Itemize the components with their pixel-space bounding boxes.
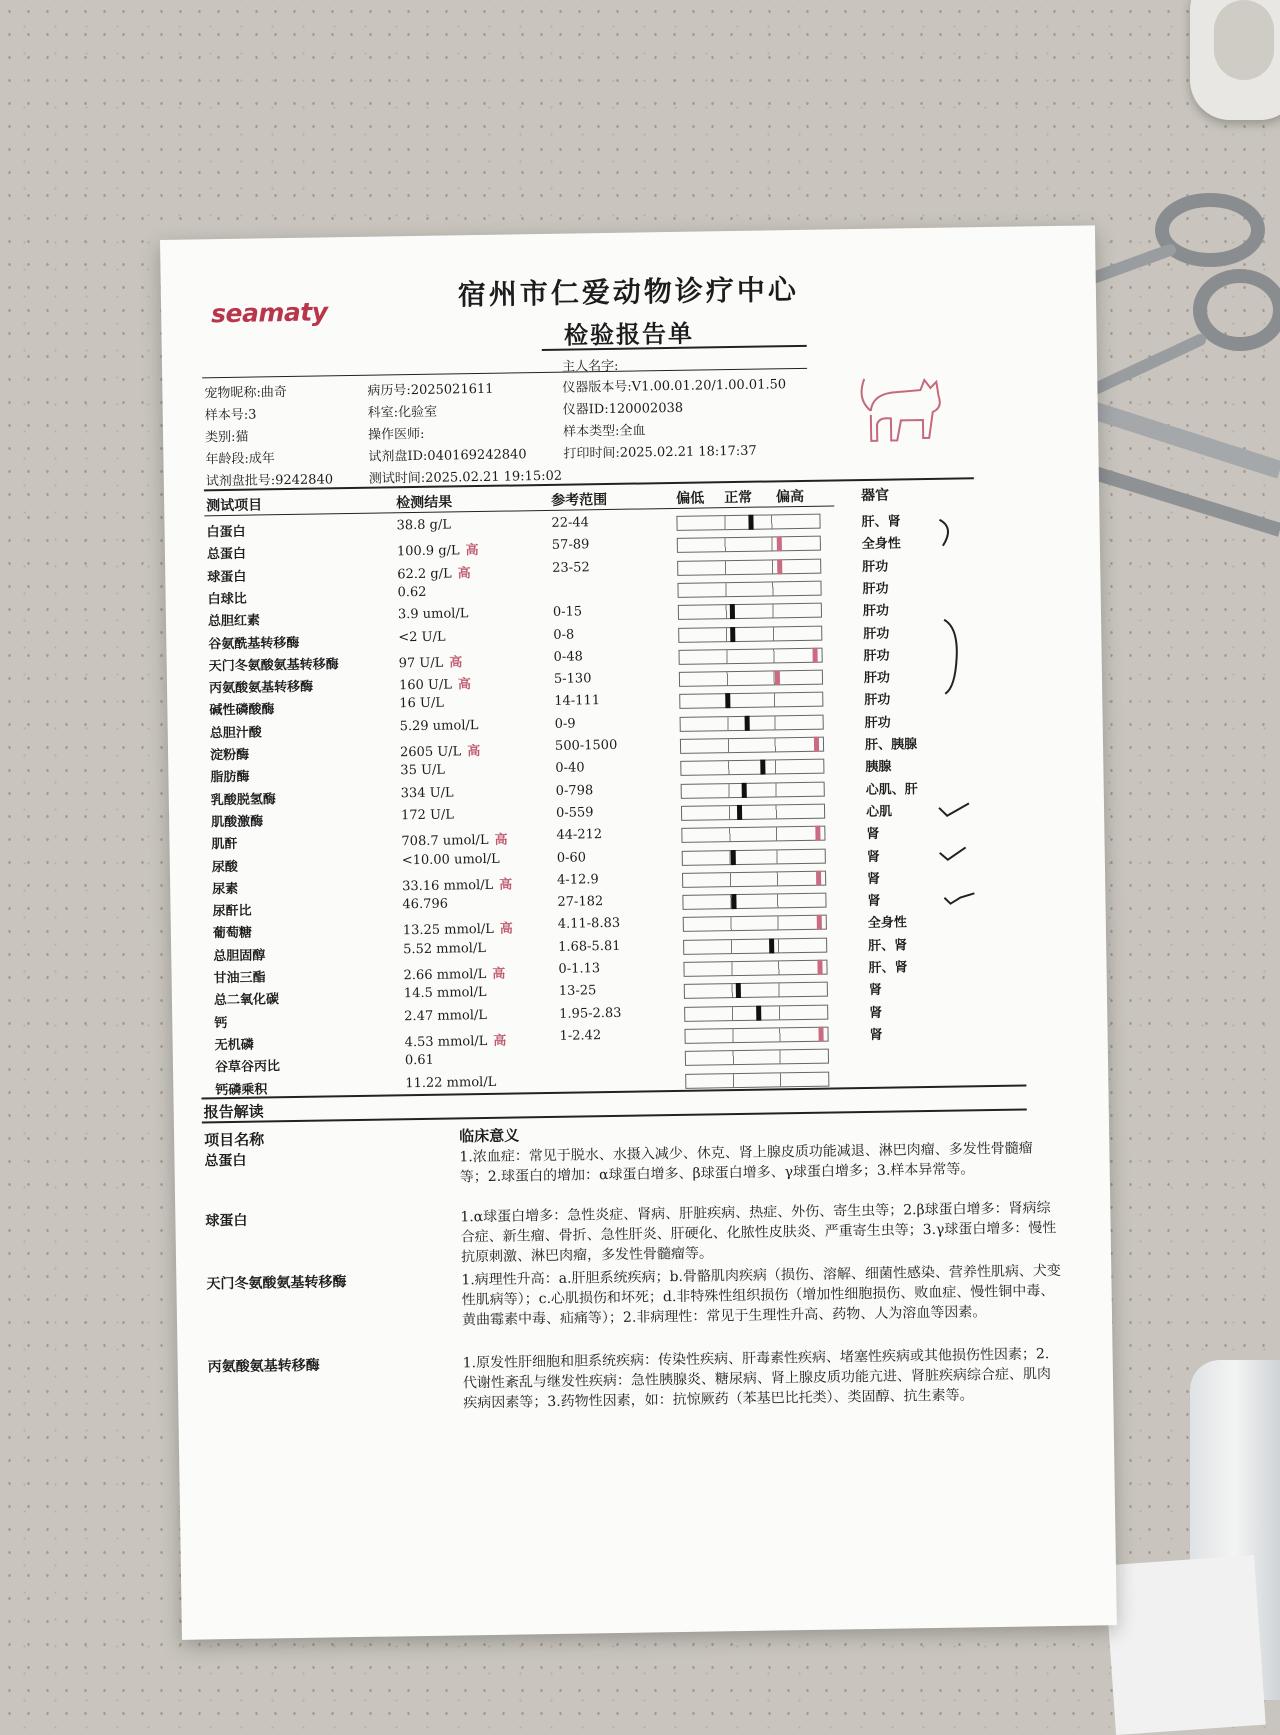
high-flag: 高 <box>494 832 508 849</box>
high-flag: 高 <box>457 565 471 581</box>
range-bar <box>679 670 823 687</box>
range-bar <box>681 826 825 843</box>
range-bar <box>684 1026 828 1043</box>
test-name: 碱性磷酸酶 <box>209 702 275 719</box>
test-result: 38.8 g/L <box>396 517 452 534</box>
test-name: 天门冬氨酸氨基转移酶 <box>208 657 339 675</box>
reference-range: 500-1500 <box>554 737 618 754</box>
test-name: 肌酐 <box>211 837 238 853</box>
test-name: 谷草谷丙比 <box>214 1059 281 1076</box>
reference-range: 14-111 <box>554 693 601 710</box>
range-bar <box>684 982 828 999</box>
reference-range: 0-40 <box>555 760 585 777</box>
test-name: 无机磷 <box>214 1037 254 1054</box>
header-low: 偏低 <box>676 490 705 507</box>
test-name: 总蛋白 <box>206 546 247 563</box>
range-bar <box>682 848 826 865</box>
range-marker <box>729 604 734 619</box>
reference-range: 4-12.9 <box>556 871 599 888</box>
test-result: <10.00 umol/L <box>401 851 500 868</box>
range-bar <box>683 915 827 932</box>
test-name: 球蛋白 <box>207 569 247 585</box>
header-range: 参考范围 <box>551 492 608 509</box>
reference-range: 22-44 <box>551 515 590 531</box>
interp-item-name: 丙氨酸氨基转移酶 <box>207 1357 320 1376</box>
interp-item-text: 1.浓血症：常见于脱水、水摄入减少、休克、肾上腺皮质功能减退、淋巴肉瘤、多发性骨髓瘤等；2.球蛋白的增加：α球蛋白增多、β球蛋白增多、γ球蛋白增多；3.样本异常等。 <box>459 1140 1033 1186</box>
test-name: 总二氧化碳 <box>213 992 280 1009</box>
range-bar <box>680 759 824 776</box>
test-name: 白蛋白 <box>206 524 246 541</box>
range-marker <box>749 515 754 530</box>
range-bar <box>677 581 821 598</box>
organ-label: 肝功 <box>862 581 889 597</box>
organ-label: 肾 <box>869 1027 883 1043</box>
batch-no: 试剂盘批号:9242840 <box>205 472 334 490</box>
high-flag: 高 <box>457 677 472 693</box>
disc-id: 试剂盘ID:040169242840 <box>368 447 527 465</box>
reference-range: 0-9 <box>554 716 576 732</box>
range-marker <box>730 627 735 642</box>
range-bar <box>684 1004 828 1021</box>
doctor: 操作医师: <box>367 426 425 443</box>
test-result: 172 U/L <box>400 807 455 824</box>
range-marker <box>818 1027 823 1042</box>
test-result: 0.61 <box>404 1052 434 1069</box>
high-flag: 高 <box>449 655 463 671</box>
range-bar <box>681 781 825 798</box>
reference-range: 44-212 <box>556 827 603 844</box>
test-name: 淀粉酶 <box>209 747 250 764</box>
reference-range: 27-182 <box>557 894 604 910</box>
range-marker <box>745 715 750 730</box>
interp-col-item: 项目名称 <box>204 1130 265 1150</box>
range-bar <box>677 558 821 575</box>
organ-label: 肾 <box>867 893 881 910</box>
range-bar <box>678 647 822 664</box>
test-result: 5.52 mmol/L <box>403 940 487 957</box>
high-flag: 高 <box>499 921 514 938</box>
organ-label: 胰腺 <box>865 759 892 776</box>
organ-label: 肝、肾 <box>861 514 901 531</box>
reference-range: 1.68-5.81 <box>558 938 621 955</box>
organ-label: 心肌、肝 <box>865 781 918 798</box>
test-result: 13.25 mmol/L 高 <box>402 921 514 939</box>
test-result: 100.9 g/L 高 <box>396 543 479 560</box>
test-result: 0.62 <box>397 584 427 601</box>
test-result: 2.47 mmol/L <box>404 1007 488 1024</box>
test-result: 2.66 mmol/L 高 <box>403 966 506 984</box>
reference-range: 0-8 <box>553 627 575 643</box>
high-flag: 高 <box>467 744 481 760</box>
reference-range: 57-89 <box>551 537 590 554</box>
organ-label: 肝、肾 <box>868 960 908 976</box>
interp-item-name: 总蛋白 <box>204 1152 247 1170</box>
high-flag: 高 <box>499 877 513 893</box>
test-name: 总胆固醇 <box>213 948 266 964</box>
sample-type: 样本类型:全血 <box>562 423 646 440</box>
range-marker <box>735 983 740 998</box>
organ-label: 肝功 <box>863 626 890 642</box>
range-marker <box>769 938 774 953</box>
header-organ: 器官 <box>860 487 890 505</box>
header-normal: 正常 <box>723 489 753 507</box>
interp-item-name: 球蛋白 <box>205 1212 248 1230</box>
test-result: 16 U/L <box>399 695 445 712</box>
interpretation-title: 报告解读 <box>203 1102 264 1122</box>
test-result: 4.53 mmol/L 高 <box>404 1033 507 1051</box>
interpretation-item <box>205 1198 1065 1266</box>
age-group: 年龄段:成年 <box>205 451 275 468</box>
sample-no: 样本号:3 <box>204 407 257 424</box>
report-subtitle: 检验报告单 <box>563 318 695 350</box>
tape-roll <box>1190 0 1280 120</box>
test-name: 葡萄糖 <box>212 926 253 942</box>
range-bar <box>680 737 824 754</box>
organ-label: 心肌 <box>865 804 893 820</box>
test-name: 尿酸 <box>211 859 238 875</box>
organ-label: 肝、肾 <box>868 938 908 954</box>
high-flag: 高 <box>493 1033 507 1049</box>
organ-label: 肝功 <box>863 670 891 687</box>
range-bar <box>681 804 825 821</box>
range-marker <box>731 850 736 865</box>
test-result: <2 U/L <box>398 629 446 645</box>
range-bar <box>680 714 824 731</box>
range-marker <box>756 1005 761 1020</box>
range-bar <box>685 1049 829 1066</box>
range-bar <box>685 1071 829 1088</box>
test-name: 肌酸激酶 <box>211 814 264 831</box>
range-marker <box>777 559 782 574</box>
device-id: 仪器ID:120002038 <box>562 400 684 418</box>
range-marker <box>774 670 779 685</box>
reference-range: 0-798 <box>555 782 594 799</box>
reference-range: 0-15 <box>552 604 583 621</box>
interp-item-text: 1.原发性肝细胞和胆系统疾病：传染性疾病、肝毒素性疾病、堵塞性疾病或其他损伤性因素；2.代谢性紊乱与继发性疾病：急性胰腺炎、糖尿病、肾上腺皮质功能亢进、肾脏疾病综合症、肌肉疾病因素等；3.药物性因素，如：抗惊厥药（苯基巴比托类）、类固醇、抗生素等。 <box>462 1346 1052 1412</box>
print-time: 打印时间:2025.02.21 18:17:37 <box>563 443 757 462</box>
range-marker <box>817 915 822 930</box>
test-name: 甘油三酯 <box>213 970 266 987</box>
test-name: 脂肪酶 <box>210 769 250 786</box>
test-name: 钙 <box>214 1015 228 1031</box>
range-marker <box>742 782 747 797</box>
range-bar <box>682 893 826 910</box>
test-result: 2605 U/L 高 <box>399 744 481 761</box>
test-name: 总胆红素 <box>207 613 261 630</box>
pet-name: 宠物昵称:曲奇 <box>204 385 287 402</box>
header-high: 偏高 <box>775 488 805 506</box>
organ-label: 肝功 <box>863 648 890 664</box>
test-result: 33.16 mmol/L 高 <box>402 877 513 895</box>
organ-label: 肝、胰腺 <box>864 737 918 753</box>
range-marker <box>816 870 821 885</box>
test-name: 尿酐比 <box>212 903 252 920</box>
handwritten-marks <box>894 497 1024 1119</box>
reference-range: 5-130 <box>553 671 592 687</box>
range-bar <box>683 937 827 954</box>
test-result: 62.2 g/L 高 <box>397 565 471 582</box>
interpretation-item <box>207 1344 1068 1412</box>
reference-range: 1.95-2.83 <box>559 1005 622 1022</box>
test-result: 14.5 mmol/L <box>403 985 487 1002</box>
range-bar <box>676 514 820 531</box>
range-bar <box>678 625 822 642</box>
reference-range: 4.11-8.83 <box>557 916 621 933</box>
organ-label: 全身性 <box>867 915 907 932</box>
range-marker <box>812 648 817 663</box>
test-result: 35 U/L <box>400 762 446 779</box>
high-flag: 高 <box>465 543 479 559</box>
test-name: 谷氨酰基转移酶 <box>208 635 300 652</box>
range-bar <box>683 960 827 977</box>
range-bar <box>679 692 823 709</box>
test-result: 11.22 mmol/L <box>405 1074 497 1091</box>
range-bar <box>682 870 826 887</box>
test-name: 尿素 <box>212 881 239 898</box>
species: 类别:猫 <box>204 429 249 446</box>
high-flag: 高 <box>492 966 506 982</box>
test-result: 160 U/L 高 <box>398 677 472 694</box>
interp-col-meaning: 临床意义 <box>458 1126 520 1146</box>
paper-slip <box>1104 1555 1265 1735</box>
organ-label: 全身性 <box>861 536 902 553</box>
test-result: 3.9 umol/L <box>397 606 469 623</box>
test-result: 97 U/L 高 <box>398 655 463 672</box>
range-marker <box>776 537 781 552</box>
reference-range: 0-1.13 <box>558 961 601 977</box>
interp-item-text: 1.α球蛋白增多：急性炎症、肾病、肝脏疾病、热症、外伤、寄生虫等；2.β球蛋白增多：肾病综合症、新生瘤、骨折、急性肝炎、肝硬化、化脓性皮肤炎、严重寄生虫等；3.γ球蛋白增多：慢性抗原刺激、淋巴肉瘤，多发性骨髓瘤等。 <box>460 1200 1057 1266</box>
version: 仪器版本号:V1.00.01.20/1.00.01.50 <box>562 377 787 396</box>
interp-item-text: 1.病理性升高：a.肝胆系统疾病；b.骨骼肌肉疾病（损伤、溶解、细菌性感染、营养性肌病、犬变性肌病等）；c.心肌损伤和坏死；d.非特殊性组织损伤（增加性细胞损伤、败血症、慢性铜中毒、黄曲霉素中毒、疝痛等）；2.非病理性：常见于生理性升高、药物、人为溶血等因素。 <box>461 1262 1062 1329</box>
organ-label: 肝功 <box>864 715 891 731</box>
test-name: 乳酸脱氢酶 <box>210 791 276 808</box>
test-time: 测试时间:2025.02.21 19:15:02 <box>368 468 563 487</box>
range-marker <box>731 894 736 909</box>
test-name: 总胆汁酸 <box>209 725 262 741</box>
brand-logo: seamaty <box>210 297 328 329</box>
test-name: 钙磷乘积 <box>215 1081 268 1098</box>
test-result: 708.7 umol/L 高 <box>401 832 508 850</box>
test-name: 白球比 <box>207 591 247 608</box>
range-marker <box>814 737 819 752</box>
owner-label: 主人名字: <box>561 358 619 375</box>
reference-range: 1-2.42 <box>559 1028 602 1044</box>
range-marker <box>815 826 820 841</box>
test-name: 丙氨酸氨基转移酶 <box>208 679 314 697</box>
header-result: 检测结果 <box>396 494 453 512</box>
test-result: 334 U/L <box>400 785 454 801</box>
test-result: 46.796 <box>402 896 449 913</box>
organ-label: 肝功 <box>864 692 891 709</box>
organ-label: 肾 <box>867 871 881 887</box>
reference-range: 13-25 <box>558 983 597 1000</box>
range-bar <box>678 603 822 620</box>
organ-label: 肾 <box>868 983 883 999</box>
reference-range: 23-52 <box>552 559 590 576</box>
interp-item-name: 天门冬氨酸氨基转移酶 <box>206 1274 347 1293</box>
lab-report-sheet <box>160 225 1117 1640</box>
interpretation-item <box>204 1138 1064 1186</box>
test-result: 5.29 umol/L <box>399 717 479 734</box>
header-item: 测试项目 <box>206 497 263 515</box>
range-marker <box>817 960 822 975</box>
reference-range: 0-559 <box>555 805 594 821</box>
organ-label: 肝功 <box>862 603 890 620</box>
organ-label: 肾 <box>866 826 880 843</box>
clinic-title: 宿州市仁爱动物诊疗中心 <box>457 272 800 312</box>
organ-label: 肾 <box>866 849 880 865</box>
organ-label: 肾 <box>869 1005 883 1021</box>
organ-label: 肝功 <box>862 559 889 575</box>
record-no: 病历号:2025021611 <box>367 381 494 399</box>
cat-icon <box>852 358 953 450</box>
range-bar <box>677 536 821 553</box>
dept: 科室:化验室 <box>367 404 438 421</box>
reference-range: 0-48 <box>553 649 583 665</box>
range-marker <box>725 693 730 708</box>
range-marker <box>737 805 742 820</box>
reference-range: 0-60 <box>556 849 587 866</box>
range-marker <box>761 760 766 775</box>
